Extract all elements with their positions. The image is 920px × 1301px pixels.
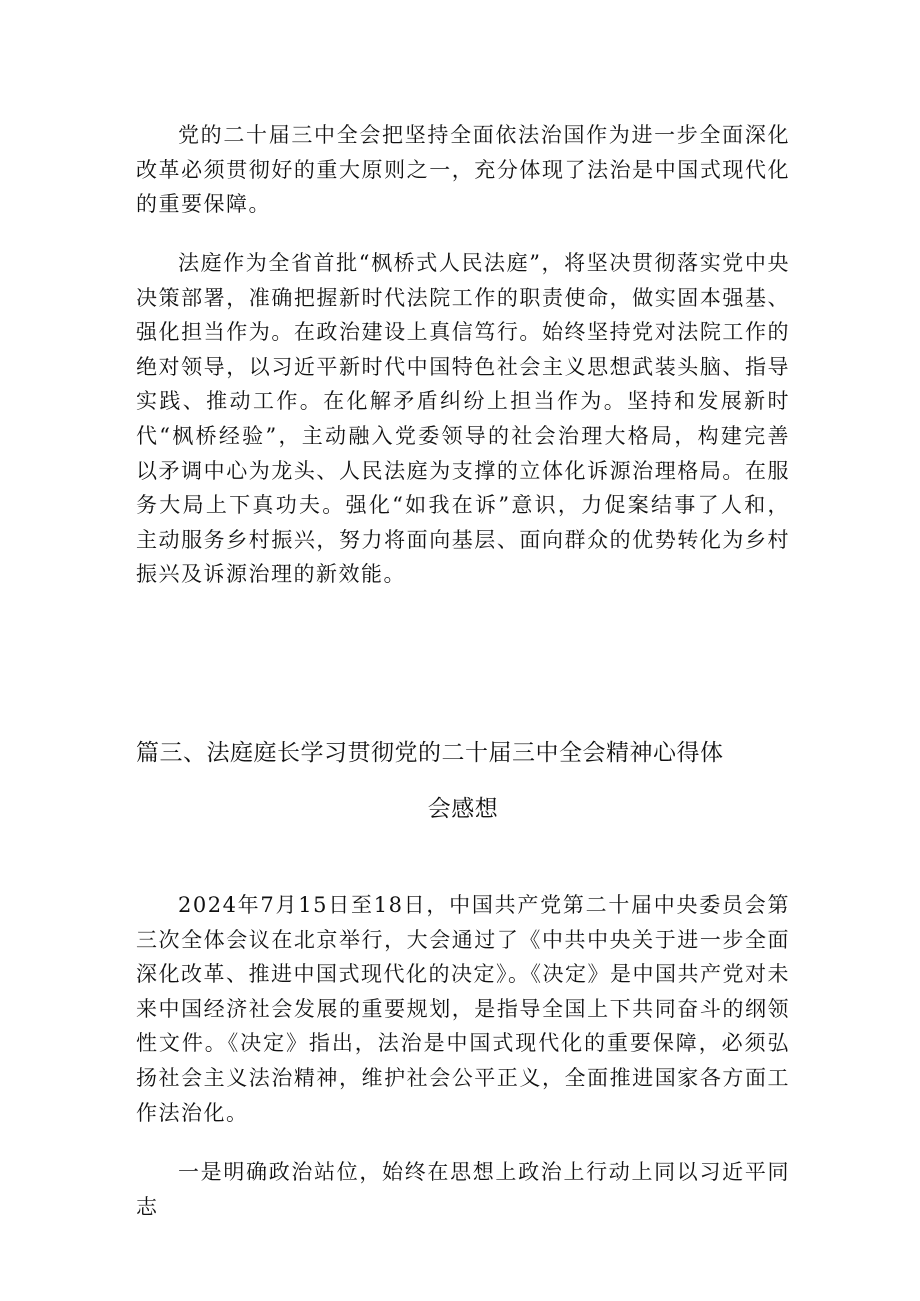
paragraph-principle: 党的二十届三中全会把坚持全面依法治国作为进一步全面深化改革必须贯彻好的重大原则之一，充分体现了法治是中国式现代化的重要保障。 (136, 123, 790, 217)
section-heading-line2: 会感想 (427, 796, 499, 822)
paragraph-court-role: 法庭作为全省首批“枫桥式人民法庭”，将坚决贯彻落实党中央决策部署，准确把握新时代法院工作的职责使命，做实固本强基、强化担当作为。在政治建设上真信笃行。始终坚持党对法院工作的绝对领导，以习近平新时代中国特色社会主义思想武装头脑、指导实践、推动工作。在化解矛盾纠纷上担当作为。坚持和发展新时代“枫桥经验”，主动融入党委领导的社会治理大格局，构建完善以矛调中心为龙头、人民法庭为支撑的立体化诉源治理格局。在服务大局上下真功夫。强化“如我在诉”意识，力促案结事了人和，主动服务乡村振兴，努力将面向基层、面向群众的优势转化为乡村振兴及诉源治理的新效能。 (136, 251, 790, 587)
paragraph-plenary-session: 2024年7月15日至18日，中国共产党第二十届中央委员会第三次全体会议在北京举行，大会通过了《中共中央关于进一步全面深化改革、推进中国式现代化的决定》。《决定》是中国共产党对未来中国经济社会发展的重要规划，是指导全国上下共同奋斗的纲领性文件。《决定》指出，法治是中国式现代化的重要保障，必须弘扬社会主义法治精神，维护社会公平正义，全面推进国家各方面工作法治化。 (136, 893, 790, 1125)
paragraph-political-stance: 一是明确政治站位，始终在思想上政治上行动上同以习近平同志 (136, 1160, 790, 1219)
section-heading-line1: 篇三、法庭庭长学习贯彻党的二十届三中全会精神心得体 (136, 740, 724, 766)
